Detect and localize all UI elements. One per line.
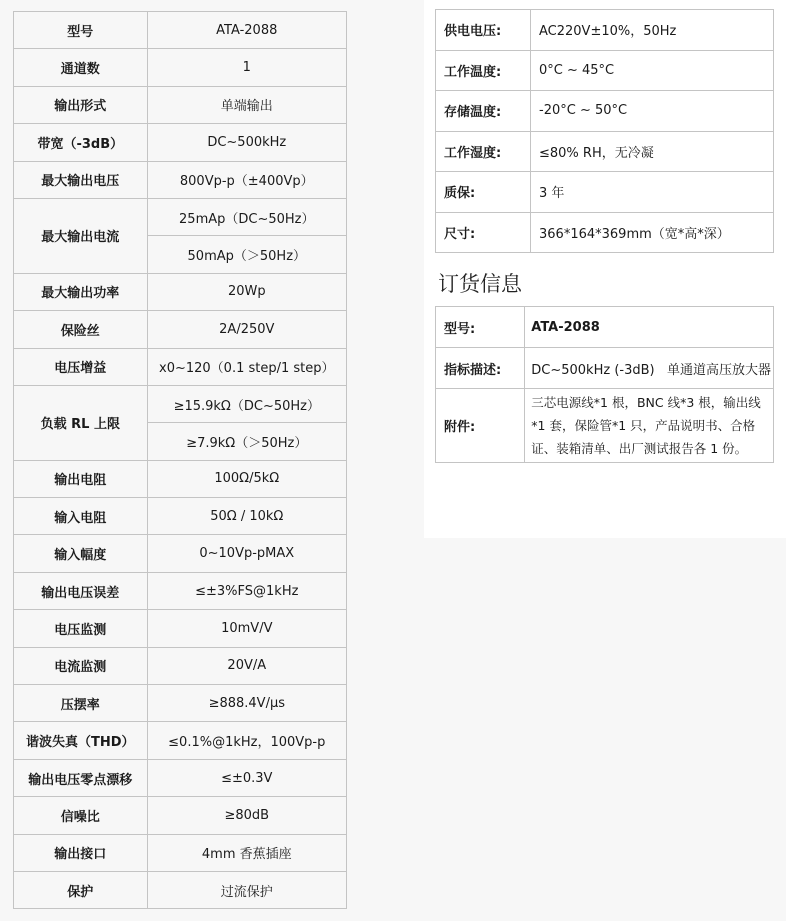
env-label: 供电电压: (436, 10, 531, 51)
table-row (14, 797, 347, 834)
spec-value: 单端输出 (147, 86, 346, 123)
spec-value: 100Ω/5kΩ (147, 460, 346, 497)
spec-label: 最大输出电压 (14, 161, 148, 198)
table-row (436, 212, 774, 253)
order-value: ATA-2088 (525, 307, 774, 348)
spec-label: 输出形式 (14, 86, 148, 123)
env-value: ≤80% RH，无冷凝 (531, 131, 774, 172)
spec-value: 10mV/V (147, 610, 346, 647)
table-row (14, 460, 347, 497)
order-label: 型号: (436, 307, 525, 348)
spec-label: 输入电阻 (14, 498, 148, 535)
table-row (14, 86, 347, 123)
spec-label: 输出电阻 (14, 460, 148, 497)
spec-label: 最大输出功率 (14, 273, 148, 310)
spec-value: ≥888.4V/μs (147, 685, 346, 722)
table-row (14, 124, 347, 161)
spec-value: 25mAp（DC~50Hz） (147, 198, 346, 235)
spec-value: 50mAp（＞50Hz） (147, 236, 346, 273)
spec-label: 谐波失真（THD） (14, 722, 148, 759)
table-row (436, 307, 774, 348)
table-row (14, 535, 347, 572)
env-label: 质保: (436, 172, 531, 213)
spec-value: 2A/250V (147, 311, 346, 348)
spec-value: ≤0.1%@1kHz，100Vp-p (147, 722, 346, 759)
spec-label: 最大输出电流 (14, 198, 148, 273)
table-row (14, 722, 347, 759)
table-row (14, 348, 347, 385)
spec-label: 输入幅度 (14, 535, 148, 572)
spec-table (13, 11, 347, 909)
table-row (436, 131, 774, 172)
spec-value: 0~10Vp-pMAX (147, 535, 346, 572)
spec-value: DC~500kHz (147, 124, 346, 161)
spec-label: 保护 (14, 871, 148, 908)
table-row (436, 389, 774, 463)
spec-label: 压摆率 (14, 685, 148, 722)
table-row (14, 834, 347, 871)
spec-label: 输出接口 (14, 834, 148, 871)
table-row (14, 647, 347, 684)
spec-value: 过流保护 (147, 871, 346, 908)
spec-label: 输出电压误差 (14, 572, 148, 609)
spec-value: 1 (147, 49, 346, 86)
table-row (436, 50, 774, 91)
env-value: AC220V±10%，50Hz (531, 10, 774, 51)
env-value: 366*164*369mm（宽*高*深） (531, 212, 774, 253)
spec-value: ≤±0.3V (147, 759, 346, 796)
table-row (14, 198, 347, 235)
table-row (14, 385, 347, 422)
env-label: 尺寸: (436, 212, 531, 253)
spec-value: 50Ω / 10kΩ (147, 498, 346, 535)
spec-value: x0~120（0.1 step/1 step） (147, 348, 346, 385)
spec-table-body (14, 12, 347, 909)
table-row (436, 348, 774, 389)
order-info-table (435, 306, 774, 463)
table-row (14, 572, 347, 609)
spec-value: 4mm 香蕉插座 (147, 834, 346, 871)
env-value: -20°C ~ 50°C (531, 91, 774, 132)
env-label: 工作湿度: (436, 131, 531, 172)
spec-label: 电压监测 (14, 610, 148, 647)
table-row (14, 273, 347, 310)
spec-value: ≥7.9kΩ（＞50Hz） (147, 423, 346, 460)
environment-table (435, 9, 774, 253)
order-label: 指标描述: (436, 348, 525, 389)
table-row (14, 49, 347, 86)
env-label: 存储温度: (436, 91, 531, 132)
table-row (14, 12, 347, 49)
spec-value: ≥80dB (147, 797, 346, 834)
table-row (14, 498, 347, 535)
spec-value: ≥15.9kΩ（DC~50Hz） (147, 385, 346, 422)
spec-label: 型号 (14, 12, 148, 49)
spec-value: 20Wp (147, 273, 346, 310)
spec-value: 800Vp-p（±400Vp） (147, 161, 346, 198)
env-value: 0°C ~ 45°C (531, 50, 774, 91)
table-row (14, 311, 347, 348)
table-row (14, 161, 347, 198)
spec-label: 电流监测 (14, 647, 148, 684)
spec-label: 通道数 (14, 49, 148, 86)
order-info-heading: 订货信息 (438, 272, 522, 296)
spec-value: ATA-2088 (147, 12, 346, 49)
order-value: DC~500kHz (-3dB) 单通道高压放大器 (525, 348, 774, 389)
table-row (14, 871, 347, 908)
env-value: 3 年 (531, 172, 774, 213)
spec-label: 带宽（-3dB） (14, 124, 148, 161)
spec-value: ≤±3%FS@1kHz (147, 572, 346, 609)
order-value: 三芯电源线*1 根，BNC 线*3 根，输出线*1 套，保险管*1 只，产品说明书、合格证、装箱清单、出厂测试报告各 1 份。 (525, 389, 774, 463)
spec-value: 20V/A (147, 647, 346, 684)
spec-label: 保险丝 (14, 311, 148, 348)
table-row (436, 10, 774, 51)
order-label: 附件: (436, 389, 525, 463)
spec-label: 信噪比 (14, 797, 148, 834)
table-row (14, 685, 347, 722)
spec-label: 负载 RL 上限 (14, 385, 148, 460)
spec-label: 电压增益 (14, 348, 148, 385)
spec-label: 输出电压零点漂移 (14, 759, 148, 796)
table-row (436, 172, 774, 213)
table-row (436, 91, 774, 132)
table-row (14, 610, 347, 647)
table-row (14, 759, 347, 796)
env-label: 工作温度: (436, 50, 531, 91)
